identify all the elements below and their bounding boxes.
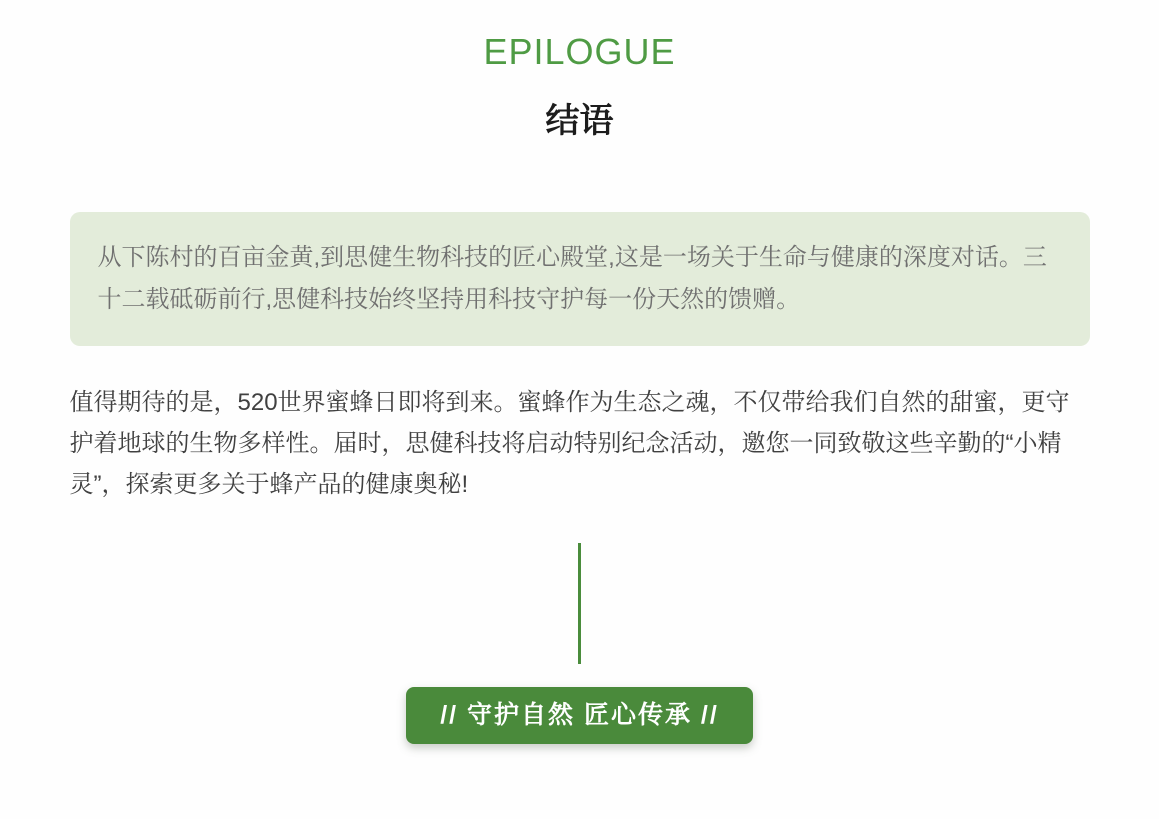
slogan-banner-button[interactable]: // 守护自然 匠心传承 // <box>406 687 753 744</box>
vertical-divider <box>578 543 581 664</box>
section-title: 结语 <box>545 102 614 140</box>
highlight-box-text: 从下陈村的百亩金黄,到思健生物科技的匠心殿堂,这是一场关于生命与健康的深度对话。三十二载砥砺前行,思健科技始终坚持用科技守护每一份天然的馈赠。 <box>97 244 1047 313</box>
content-column <box>70 212 1090 505</box>
highlight-box <box>70 212 1090 346</box>
banner-row <box>0 687 1159 744</box>
body-paragraph: 值得期待的是，520世界蜜蜂日即将到来。蜜蜂作为生态之魂，不仅带给我们自然的甜蜜，更守护着地球的生物多样性。届时，思健科技将启动特别纪念活动，邀您一同致敬这些辛勤的“小精灵”，探索更多关于蜂产品的健康奥秘! <box>69 389 1070 498</box>
section-eyebrow: EPILOGUE <box>483 31 676 72</box>
